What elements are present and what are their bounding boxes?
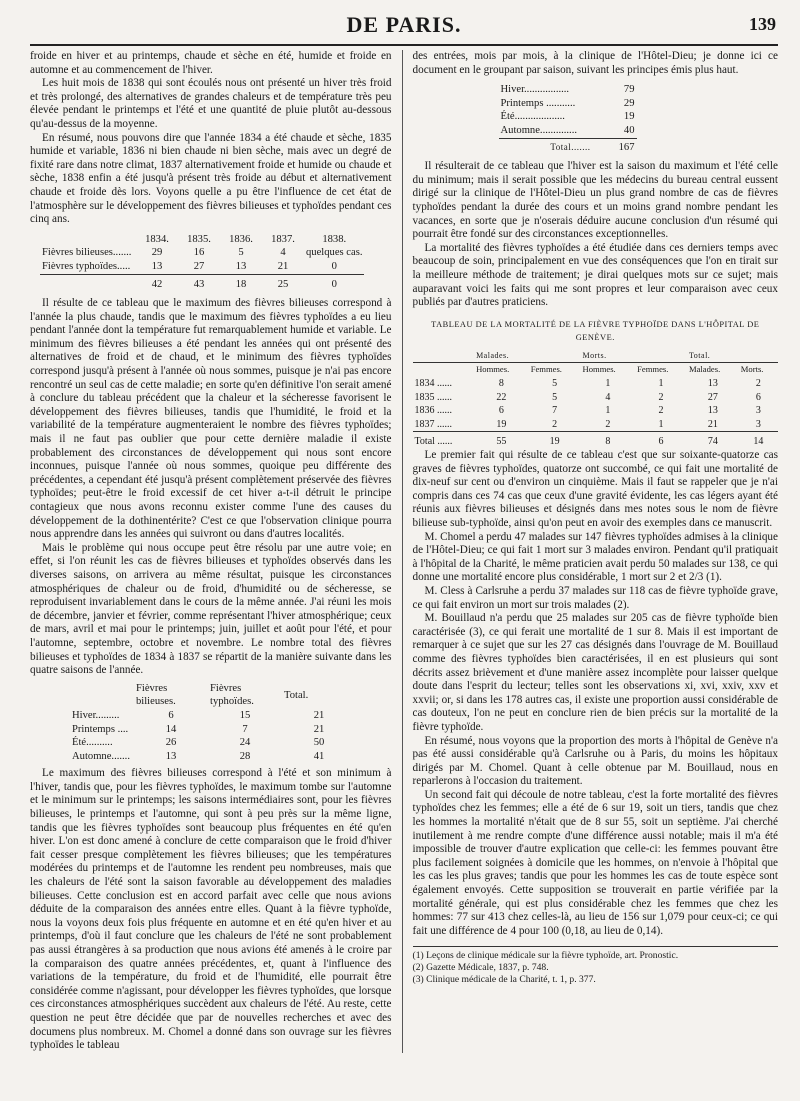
page-title: DE PARIS. (346, 12, 462, 37)
total-label: Total....... (499, 138, 593, 154)
table-cell: 29 (151, 247, 163, 259)
footnote: (2) Gazette Médicale, 1837, p. 748. (412, 962, 549, 974)
table-cell: 4 (280, 247, 286, 259)
table-cell: 41 (313, 750, 325, 762)
group-header: Total. (687, 349, 778, 363)
table-cell: 8 (498, 378, 504, 390)
row-label: Été.......... (72, 737, 113, 749)
total-cell: 18 (220, 274, 262, 291)
total-label: Total ...... (413, 432, 475, 449)
paragraph: froide en hiver et au printemps, chaude et sèche en été, humide et froide en automne et au commencement de l'hiver. (30, 50, 392, 76)
group-header: Morts. (581, 349, 687, 363)
season-fever-table (70, 682, 356, 764)
table-cell: 21 (313, 709, 325, 721)
row-label: Fièvres typhoïdes..... (42, 260, 131, 272)
row-label: Automne....... (72, 750, 130, 762)
mortality-table (413, 349, 779, 449)
column-header: Total. (284, 689, 309, 701)
mortality-table-title: TABLEAU DE LA MORTALITÉ DE LA FIÈVRE TYPHOÏDE DANS L'HÔPITAL DE GENÈVE. (431, 319, 760, 343)
table-row (413, 377, 779, 391)
year-header: 1838. (322, 233, 347, 245)
footnote: (1) Leçons de clinique médicale sur la fièvre typhoïde, art. Pronostic. (412, 950, 679, 962)
row-label: Printemps .... (72, 723, 129, 735)
table-cell: 7 (552, 405, 558, 417)
row-label: Hiver......... (72, 709, 120, 721)
table-row (413, 404, 779, 418)
paragraph: Le premier fait qui résulte de ce tableau c'est que sur soixante-quatorze cas graves de fièvres typhoïdes, quatorze ont succombé, ce qui fait une mortalité de dix-neuf sur cent ou d'environ un cinquième. Mais il faut se rappeler que je n'ai compris dans ces 74 cas que ceux d'une gravité évidente, les cas légers ayant été réunis aux fièvres bilieuses et désignés dans mes notes sous le nom de fièvre bilieuse sub-typhoïde, ainsi qu'on peut en avoir des exemples dans ce manuscrit. (412, 449, 778, 529)
row-label: 1835 ...... (414, 391, 452, 403)
table-cell: 13 (707, 405, 718, 417)
total-cell: 167 (593, 138, 637, 154)
column-header: Hommes. (476, 364, 510, 375)
table-cell: 27 (193, 260, 205, 272)
table-cell: 2 (755, 378, 761, 390)
paragraph: Un second fait qui découle de notre tableau, c'est la forte mortalité des fièvres typhoïdes chez les femmes; elle a été de 6 sur 19, soit un tiers, tandis que chez les hommes la mortalité n'était que de 8 sur 55, soit un septième. J'ai cherché inutilement à me rendre compte d'une différence aussi notable; mais il m'a été impossible de trouver d'autre explication que celle-ci: les femmes pouvant être plus facilement soignées à domicile que les hommes, on n'envoie à l'hôpital que les cas les plus graves; tandis que pour les hommes les cas de toute espèce sont également envoyés. Cette supposition se trouverait en partie vérifiée par la mortalité générale, qui est plus considérable chez les femmes que chez les hommes: 77 sur 413 chez celles-là, au lieu de 156 sur 1,079 pour ceux-ci; ce qui fait une différence de 4 pour 100 (0,18, au lieu de 0,14). (412, 788, 778, 937)
table-total-row (413, 432, 779, 449)
total-cell: 6 (635, 432, 687, 449)
year-header: 1837. (271, 233, 295, 245)
table-cell: 27 (707, 391, 718, 403)
table-cell: 16 (193, 247, 205, 259)
paragraph: La mortalité des fièvres typhoïdes a été étudiée dans ces derniers temps avec beaucoup de soin, principalement en vue des conséquences que l'on en tirait sur la meilleure méthode de traitement; je dirai quelques mots sur ce sujet; mais auparavant voici les faits qui me sont propres et leur comparaison avec ceux publiés par d'autres praticiens. (412, 241, 778, 309)
total-cell: 0 (304, 274, 364, 291)
right-column (403, 50, 779, 1053)
table-cell: 2 (605, 418, 611, 430)
row-label: Automne.............. (500, 124, 578, 136)
paragraph: des entrées, mois par mois, à la clinique de l'Hôtel-Dieu; je donne ici ce document en le groupant par saison, suivant les principes émis plus haut. (412, 50, 778, 76)
total-cell: 8 (581, 432, 636, 449)
year-header: 1834. (145, 233, 169, 245)
year-header: 1836. (229, 233, 253, 245)
hotel-dieu-season-table (499, 83, 637, 154)
table-cell: 2 (658, 391, 664, 403)
table-row (70, 709, 356, 723)
table-cell: 24 (239, 737, 251, 749)
years-fever-table (40, 233, 364, 291)
table-cell: 29 (623, 97, 635, 109)
total-cell: 14 (739, 432, 778, 449)
group-header: Malades. (474, 349, 580, 363)
table-cell: 13 (235, 260, 247, 272)
table-row (499, 124, 637, 138)
row-label: 1836 ...... (414, 405, 452, 417)
table-header-row (413, 363, 779, 377)
paragraph: Il résulte de ce tableau que le maximum des fièvres bilieuses correspond à l'année la plus chaude, tandis que le maximum des fièvres typhoïdes a eu lieu pendant l'année dont la température fut remarquablement humide et variable. Le minimum des fièvres bilieuses a été pendant les années qui ont présenté des alternatives de froid et de chaud, et le minimum des fièvres typhoïdes correspond jusqu'à présent à l'année où nous sommes, puisque je n'ai pas encore rencontré un seul cas de cette maladie; en sorte qu'en définitive l'on serait amené à conclure du tableau précédent que la chaleur et la sécheresse favorisent le développement des fièvres bilieuses, tandis que l'humidité, le froid et la variabilité de la température augmenteraient le nombre des fièvres typhoïdes; mais il ne faut pas oublier que pour cette dernière maladie il existe probablement des circonstances de développement qui nous sont encore inconnues, puisque l'année où nous sommes, quoique peu différente des précédentes, a cependant été jusqu'à présent complètement préservée des fièvres typhoïdes; peut-être le froid excessif de cet hiver a-t-il détruit le principe contagieux que nous avons reconnu exister comme l'une des causes du développement de la dothinentérite? C'est ce que l'observation clinique pourra nous apprendre dans les années qui suivront ou dans d'autres localités. (30, 297, 392, 541)
table-cell: 3 (755, 418, 761, 430)
table-cell: 5 (238, 247, 244, 259)
table-cell: 2 (658, 405, 664, 417)
row-label: Hiver................. (500, 84, 570, 96)
year-header: 1835. (187, 233, 211, 245)
table-cell: 1 (605, 378, 611, 390)
column-header: Morts. (740, 364, 764, 375)
table-cell: 21 (313, 723, 325, 735)
column-header: Malades. (688, 364, 721, 375)
column-header: Fièvres typhoïdes. (210, 682, 254, 708)
table-group-header-row (413, 349, 779, 363)
table-cell: 19 (496, 418, 507, 430)
total-cell: 42 (136, 274, 178, 291)
row-label: 1834 ...... (414, 378, 452, 390)
row-label: 1837 ...... (414, 418, 452, 430)
total-cell: 43 (178, 274, 220, 291)
paragraph: En résumé, nous voyons que la proportion des morts à l'hôpital de Genève n'a pas été aussi considérable qu'à Carlsruhe ou à Paris, du moins les hôpitaux dirigés par M. Chomel. Quant à celle obtenue par M. Bouillaud, nous en reparlerons à l'occasion du traitement. (412, 734, 778, 788)
total-cell: 55 (474, 432, 529, 449)
columns (30, 50, 778, 1053)
table-cell: 2 (552, 418, 558, 430)
table-cell: 1 (658, 418, 664, 430)
footnote: (3) Clinique médicale de la Charité, t. 1, p. 377. (412, 974, 596, 986)
table-cell: 26 (165, 737, 177, 749)
footnotes (413, 946, 779, 986)
paragraph: M. Chomel a perdu 47 malades sur 147 fièvres typhoïdes admises à la clinique de l'Hôtel-Dieu; ce qui fait 1 mort sur 3 malades environ. Pendant qu'il pratiquait à l'hôpital de la Charité, le même praticien avait perdu 50 malades sur 138, ce qui donne une mortalité encore plus considérable, 1 mort sur 2 et 2/3 (1). (412, 530, 778, 584)
table-cell: 13 (151, 260, 163, 272)
table-row (413, 418, 779, 432)
table-cell: 21 (707, 418, 718, 430)
paragraph: M. Cless à Carlsruhe a perdu 37 malades sur 118 cas de fièvre typhoïde grave, ce qui fait environ un mort sur trois malades (2). (412, 584, 778, 611)
row-label: Printemps ........... (500, 97, 576, 109)
table-cell: 0 (331, 260, 337, 272)
table-row (70, 723, 356, 737)
total-cell: 25 (262, 274, 304, 291)
table-total-row (499, 138, 637, 154)
paragraph: Il résulterait de ce tableau que l'hiver est la saison du maximum et l'été celle du minimum; mais il serait possible que les médecins du bureau central eussent dirigé sur la clinique de l'Hôtel-Dieu un plus grand nombre de cas de fièvres typhoïdes pendant la durée des cours et un moins grand nombre pendant les vacances, en sorte que je n'oserais déduire aucune conclusion d'un résumé qui pourrait être fondé sur des circonstances exceptionnelles. (412, 160, 778, 241)
table-cell: 79 (623, 84, 635, 96)
table-cell: 21 (277, 260, 289, 272)
table-cell: 5 (552, 378, 558, 390)
table-cell: 13 (707, 378, 718, 390)
left-column (30, 50, 403, 1053)
table-total-row (40, 274, 364, 291)
paragraph: Les huit mois de 1838 qui sont écoulés nous ont présenté un hiver très froid et très prolongé, des alternatives de grandes chaleurs et de température très peu élevée pendant le printemps et l'été et une quantité de pluie plutôt au-dessous qu'au-dessus de la moyenne. (30, 77, 392, 130)
table-cell: 40 (623, 124, 635, 136)
page-header (30, 10, 778, 46)
table-cell: 19 (623, 111, 635, 123)
table-cell: 5 (552, 391, 558, 403)
paragraph: Le maximum des fièvres bilieuses correspond à l'été et son minimum à l'hiver, tandis que, pour les fièvres typhoïdes, le maximum tombe sur l'automne et le minimum sur le printemps; les saisons intermédiaires sont, pour les fièvres bilieuses, le printemps et l'automne, qui sont à peu près sur la même ligne, tandis que les fièvres typhoïdes sont beaucoup plus fréquentes en été qu'en hiver. L'on est donc amené à conclure de cette comparaison que le froid d'hiver fait cesser presque complètement les fièvres bilieuses; que les températures modérées du printemps et de l'automne les rendent peu nombreuses, mais que les chaleurs de l'été sont la saison favorable au développement des maladies bilieuses. Cette conclusion est en accord parfait avec celle que nous avions déduite de la comparaison des années entre elles. Quant à la fièvre typhoïde, nous la voyons deux fois plus fréquente en automne et en été qu'en hiver et au printemps, d'où il faut conclure que les chaleurs de l'été ne sont probablement pas aussi étrangères à sa production que nous avions été amenés à le croire par la comparaison des quatre années précédentes, et, quant à l'influence des variations de la température, du froid et de l'humidité, elle pourrait être considérée comme n'agissant, pour développer les fièvres typhoïdes, que lorsque ces circonstances atmosphériques succèdent aux chaleurs de l'été. Au reste, cette question ne peut être décidée que par de nouvelles recherches et avec des documens plus nombreux. M. Chomel a donné dans son ouvrage sur les fièvres typhoïdes le tableau (30, 767, 392, 1052)
table-row (70, 750, 356, 764)
table-header-row (40, 233, 364, 247)
table-cell: 22 (496, 391, 507, 403)
paragraph: M. Bouillaud n'a perdu que 25 malades sur 205 cas de fièvre typhoïde bien caractérisée (3), ce qui ferait une mortalité de 1 sur 8. Mais il est important de remarquer à ce sujet que sur les 27 cas désignés dans l'ouvrage de M. Bouillaud comme des fièvres typhoïdes bien caractérisées, il en est plusieurs qui sont décrits assez brièvement et d'une manière assez incomplète pour laisser quelque doute dans l'esprit du lecteur; telles sont les observations xi, xvi, xxiv, xxv et xxvii; or, si dans les 178 autres cas, il existe une proportion aussi considérable de cas douteux, l'on ne peut en conclure rien de bien précis sur la mortalité de la fièvre typhoïde. (412, 612, 778, 733)
column-header: Femmes. (530, 364, 562, 375)
column-header: Hommes. (582, 364, 616, 375)
table-cell: 28 (239, 750, 251, 762)
table-row (499, 110, 637, 124)
total-cell: 74 (687, 432, 739, 449)
table-cell: quelques cas. (306, 247, 363, 259)
paragraph: En résumé, nous pouvons dire que l'année 1834 a été chaude et sèche, 1835 humide et variable, 1836 ni bien chaude ni bien sèche, mais avec un degré de fixité rare dans notre climat, 1837 alternativement froide et humide ou chaude et sèche, 1838 enfin a été jusqu'à présent très froide au début et alternativement chaude et froide dès lors. Voyons quelle a pu être l'influence de cet état de l'atmosphère sur le développement des fièvres bilieuses et typhoïdes pendant ces cinq ans. (30, 131, 392, 226)
paragraph: Mais le problème qui nous occupe peut être résolu par une autre voie; en effet, si l'on réunit les cas de fièvres bilieuses et typhoïdes observés dans les diverses saisons, on arrivera au même résultat, puisque les circonstances atmosphériques de chaleur ou de froid, d'humidité ou de sécheresse, se reproduisent invariablement dans le cours de la même année. J'ai réuni les mois de décembre, janvier et février, comme représentant l'hiver atmosphérique; ceux de mars, avril et mai pour le printemps; juin, juillet et août pour l'été, et pour l'automne, septembre, octobre et novembre. Le nombre total des fièvres bilieuses et typhoïdes de 1834 à 1837 se répartit de la manière suivante dans les quatre saisons de l'année. (30, 541, 392, 677)
row-label: Été................... (500, 111, 565, 123)
table-cell: 13 (165, 750, 177, 762)
column-header: Fièvres bilieuses. (136, 682, 176, 708)
table-row (499, 83, 637, 97)
table-cell: 15 (239, 709, 251, 721)
table-cell: 6 (168, 709, 174, 721)
table-cell: 3 (755, 405, 761, 417)
total-cell: 19 (529, 432, 581, 449)
table-cell: 4 (605, 391, 611, 403)
table-cell: 6 (755, 391, 761, 403)
table-cell: 1 (658, 378, 664, 390)
page-number: 139 (749, 14, 776, 34)
table-cell: 7 (242, 723, 248, 735)
table-cell: 6 (498, 405, 504, 417)
table-header-row (70, 682, 356, 709)
table-row (499, 97, 637, 111)
table-cell: 1 (605, 405, 611, 417)
column-header: Femmes. (637, 364, 669, 375)
table-row (40, 246, 364, 260)
table-row (40, 260, 364, 274)
table-cell: 14 (165, 723, 177, 735)
table-row (70, 736, 356, 750)
table-cell: 50 (313, 737, 325, 749)
row-label: Fièvres bilieuses....... (42, 247, 132, 259)
table-row (413, 391, 779, 405)
